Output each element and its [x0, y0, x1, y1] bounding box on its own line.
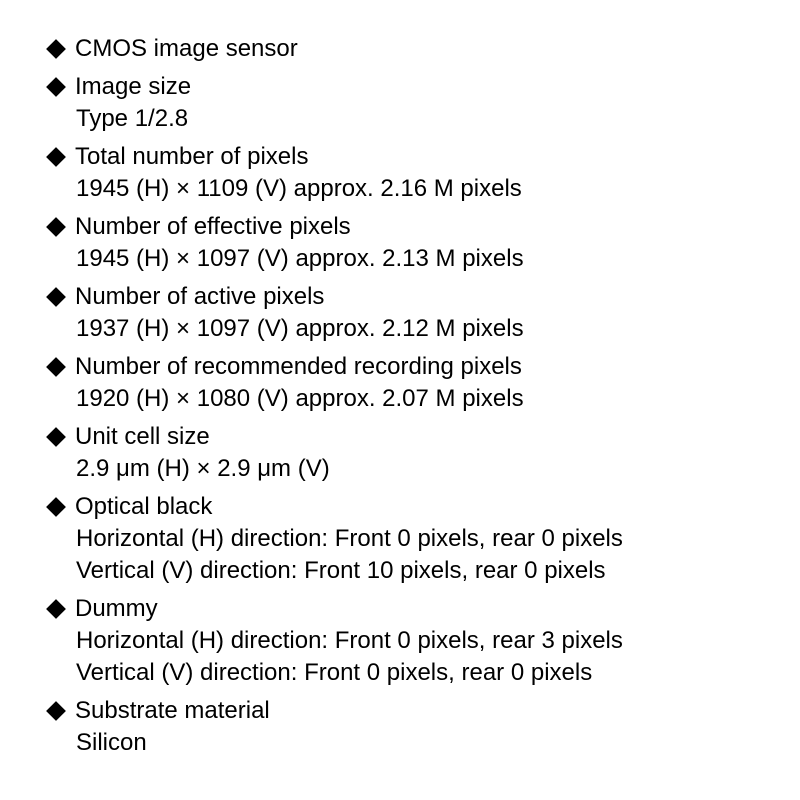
spec-value: Vertical (V) direction: Front 10 pixels, rear 0 pixels: [76, 557, 606, 584]
diamond-bullet-icon: [46, 287, 66, 307]
spec-title: Unit cell size: [75, 423, 210, 450]
diamond-bullet-icon: [46, 497, 66, 517]
spec-list: [44, 33, 784, 765]
diamond-bullet-icon: [46, 599, 66, 619]
spec-item-active-pixels: [44, 281, 784, 345]
spec-value: Vertical (V) direction: Front 0 pixels, rear 0 pixels: [76, 659, 593, 686]
spec-title-row: [44, 141, 784, 173]
spec-title: Number of active pixels: [75, 283, 325, 310]
spec-title-row: [44, 421, 784, 453]
spec-title: Number of recommended recording pixels: [75, 353, 522, 380]
diamond-bullet-icon: [46, 701, 66, 721]
spec-value: 2.9 μm (H) × 2.9 μm (V): [76, 455, 330, 482]
spec-title-row: [44, 491, 784, 523]
spec-item-optical-black: [44, 491, 784, 587]
spec-value: 1945 (H) × 1109 (V) approx. 2.16 M pixels: [76, 175, 522, 202]
spec-item-unit-cell-size: [44, 421, 784, 485]
spec-item-effective-pixels: [44, 211, 784, 275]
spec-title: Substrate material: [75, 697, 270, 724]
spec-title: Number of effective pixels: [75, 213, 351, 240]
spec-value: 1945 (H) × 1097 (V) approx. 2.13 M pixels: [76, 245, 524, 272]
spec-title: Dummy: [75, 595, 158, 622]
spec-value: 1937 (H) × 1097 (V) approx. 2.12 M pixels: [76, 315, 524, 342]
spec-item-dummy: [44, 593, 784, 689]
diamond-bullet-icon: [46, 77, 66, 97]
spec-title: Total number of pixels: [75, 143, 309, 170]
diamond-bullet-icon: [46, 217, 66, 237]
diamond-bullet-icon: [46, 357, 66, 377]
spec-item-image-size: [44, 71, 784, 135]
spec-title-row: [44, 211, 784, 243]
spec-value: Horizontal (H) direction: Front 0 pixels, rear 0 pixels: [76, 525, 623, 552]
spec-item-cmos-image-sensor: [44, 33, 784, 65]
spec-title: CMOS image sensor: [75, 35, 298, 62]
spec-title-row: [44, 351, 784, 383]
spec-title: Image size: [75, 73, 192, 100]
spec-title: Optical black: [75, 493, 213, 520]
spec-title-row: [44, 71, 784, 103]
spec-value: Type 1/2.8: [76, 105, 189, 132]
spec-title-row: [44, 33, 784, 65]
spec-value: 1920 (H) × 1080 (V) approx. 2.07 M pixels: [76, 385, 524, 412]
spec-value: Horizontal (H) direction: Front 0 pixels, rear 3 pixels: [76, 627, 623, 654]
spec-item-substrate-material: [44, 695, 784, 759]
diamond-bullet-icon: [46, 39, 66, 59]
diamond-bullet-icon: [46, 427, 66, 447]
spec-title-row: [44, 695, 784, 727]
spec-item-recommended-recording-pixels: [44, 351, 784, 415]
spec-item-total-pixels: [44, 141, 784, 205]
spec-title-row: [44, 281, 784, 313]
spec-title-row: [44, 593, 784, 625]
diamond-bullet-icon: [46, 147, 66, 167]
spec-value: Silicon: [76, 729, 147, 756]
